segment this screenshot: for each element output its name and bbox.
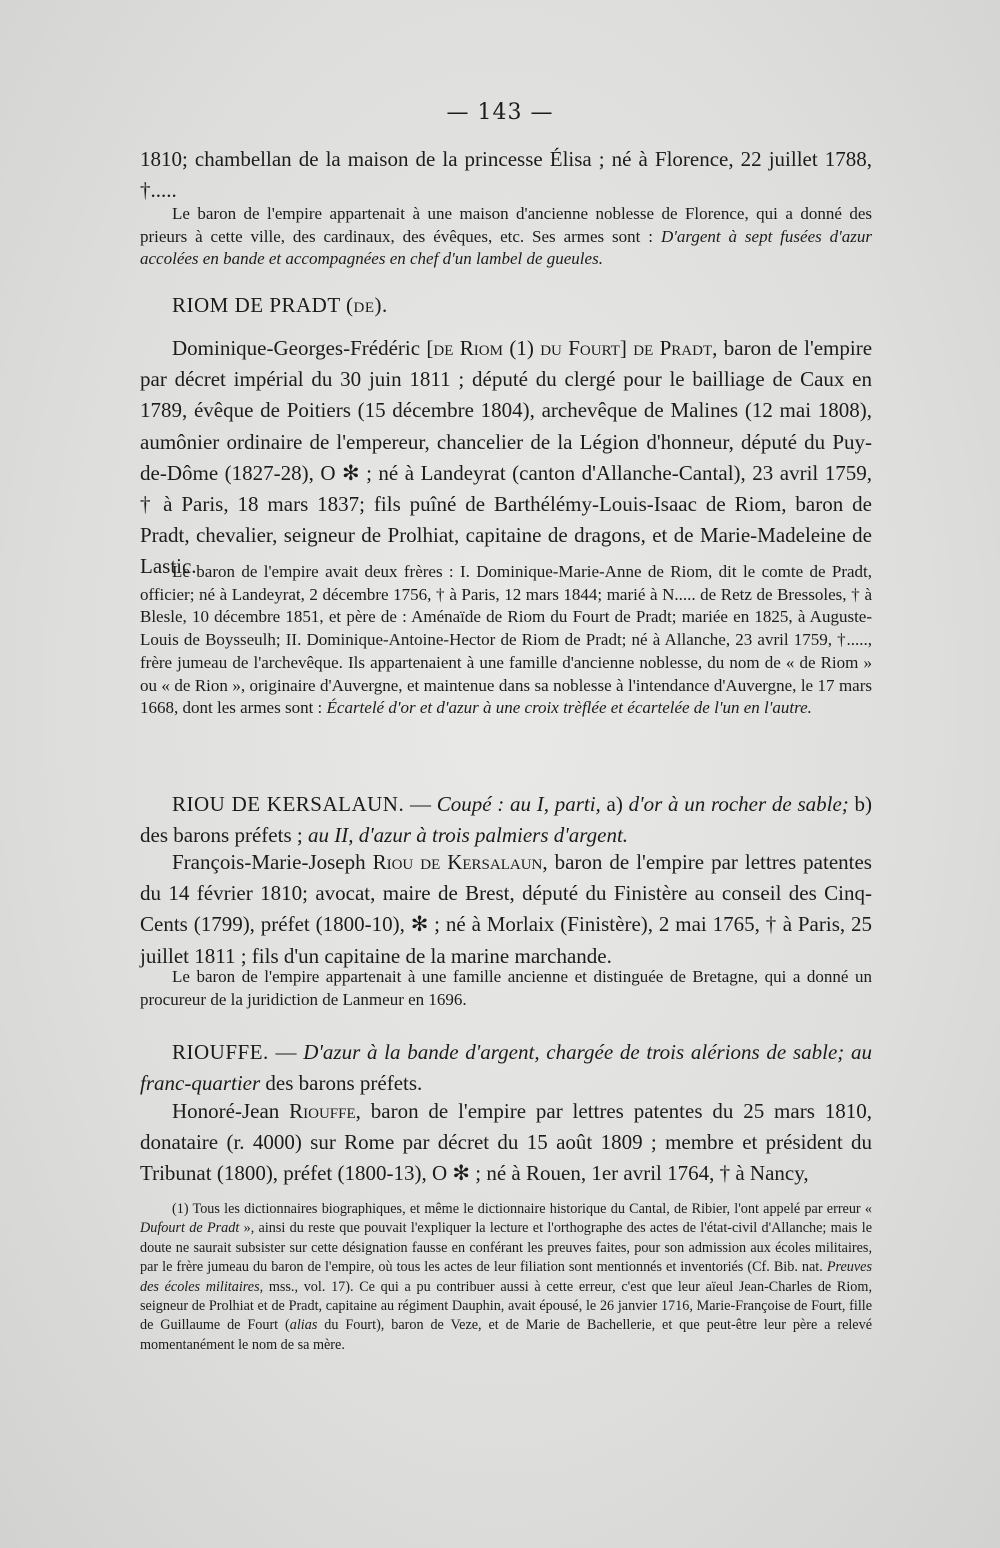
footnote-italic: Preuves des écoles militaires xyxy=(140,1259,872,1295)
name-start: Dominique-Georges-Frédéric [ xyxy=(172,336,434,360)
name-start: Honoré-Jean xyxy=(172,1099,290,1123)
arms-blazon: D'argent à sept fusées d'azur accolées en bande et accompagnées en chef d'un lambel de gueules. xyxy=(140,226,872,269)
entry-note-riom xyxy=(140,561,872,720)
entry-heading-riom: RIOM DE PRADT (de). xyxy=(172,293,388,317)
body-text: , baron de l'empire par décret impérial du 30 juin 1811 ; député du clergé pour le bailliage de Caux en 1789, évêque de Poitiers (15 décembre 1804), archevêque de Malines (12 mai 1808), aumônier ordinaire de l'empereur, chancelier de la Légion d'honneur, député du Puy-de-Dôme (1827-28), O ✻ ; né à Landeyrat (canton d'Allanche-Cantal), 23 avril 1759, † à Paris, 18 mars 1837; fils puîné de Barthélémy-Louis-Isaac de Riom, baron de Pradt, chevalier, seigneur de Prolhiat, capitaine de dragons, et de Marie-Madeleine de Lastic. xyxy=(140,336,873,579)
heading-particle: de xyxy=(353,293,375,317)
entry-body-riouffe xyxy=(140,1096,872,1190)
footnote-italic: alias xyxy=(289,1317,318,1334)
entry-body-riou xyxy=(140,847,872,972)
footnote-ref: (1) xyxy=(509,336,534,360)
name-part: du Fourt xyxy=(540,336,620,360)
note-text: Le baron de l'empire avait deux frères : I. Dominique-Marie-Anne de Riom, dit le comte de Pradt, officier; né à Landeyrat, 2 décembre 1756, † à Paris, 12 mars 1844; marié à N..... de Retz de Bressoles, † à Blesle, 10 décembre 1851, et père de : Aménaïde de Riom du Fourt de Pradt; mariée en 1825, à Auguste-Louis de Boysseulh; II. Dominique-Antoine-Hector de Riom de Pradt; né à Allanche, 23 avril 1759, †....., frère jumeau de l'archevêque. Ils appartenaient à une famille d'ancienne noblesse, du nom de « de Riom » ou « de Rion », originaire d'Auvergne, et maintenue dans sa noblesse à l'intendance d'Auvergne, le 17 mars 1668, dont les armes sont : xyxy=(140,562,872,718)
name-part: de Pradt xyxy=(633,336,713,360)
name-part: Riouffe xyxy=(289,1099,356,1123)
arms-tag: a) xyxy=(606,792,623,816)
heading-title: RIOM DE PRADT xyxy=(172,293,341,317)
footnote-text: », ainsi du reste que pouvait l'expliquer la lecture et l'orthographe des actes de l'état-civil d'Allanche; mais le doute ne saurait subsister sur cette désignation fausse en conférant les preuves faites, pour son admission aux écoles militaires, par le frère jumeau du baron de l'empire, où tous les actes de leur filiation sont mentionnés et inventoriés (Cf. Bib. nat. xyxy=(140,1220,873,1276)
entry-note-florence xyxy=(140,203,872,271)
entry-body-riom: Dominique-Georges-Frédéric [de Riom (1) du Fourt] de Pradt, baron de l'empire par décret impérial du 30 juin 1811 ; député du clergé pour le bailliage de Caux en 1789, évêque de Poitiers (15 décembre 1804), archevêque de Malines (12 mai 1808), aumônier ordinaire de l'empereur, chancelier de la Légion d'honneur, député du Puy-de-Dôme (1827-28), O ✻ ; né à Landeyrat (canton d'Allanche-Cantal), 23 avril 1759, † à Paris, 18 mars 1837; fils puîné de Barthélémy-Louis-Isaac de Riom, baron de Pradt, chevalier, seigneur de Prolhiat, capitaine de dragons, et de Marie-Madeleine de Lastic. xyxy=(140,336,873,579)
note-text: Le baron de l'empire appartenait à une maison d'ancienne noblesse de Florence, qui a donné des prieurs à cette ville, des cardinaux, des évêques, etc. Ses armes sont : xyxy=(140,204,872,246)
body-text: , baron de l'empire par lettres patentes du 14 février 1810; avocat, maire de Brest, député du Finistère au conseil des Cinq-Cents (1799), préfet (1800-10), ✻ ; né à Morlaix (Finistère), 2 mai 1765, † à Paris, 25 juillet 1811 ; fils d'un capitaine de la marine marchande. xyxy=(140,850,872,968)
entry-continuation: 1810; chambellan de la maison de la princesse Élisa ; né à Florence, 22 juillet 1788, †..... xyxy=(140,147,872,203)
footnote-text: du Fourt), baron de Veze, et de Marie de Bachellerie, et que peut-être leur père a relevé momentanément le nom de sa mère. xyxy=(140,1317,872,1353)
entry-note-riou: Le baron de l'empire appartenait à une famille ancienne et distinguée de Bretagne, qui a donné un procureur de la juridiction de Lanmeur en 1696. xyxy=(140,967,872,1009)
entry-heading-riouffe: RIOUFFE. — D'azur à la bande d'argent, chargée de trois alérions de sable; au franc-quartier des barons préfets. xyxy=(140,1040,873,1096)
heading-title: RIOUFFE. xyxy=(172,1040,269,1064)
footnote xyxy=(140,1200,872,1355)
footnote-text: , mss., vol. 17). Ce qui a pu contribuer aussi à cette erreur, c'est que leur aïeul Jean-Charles de Riom, seigneur de Prolhiat et de Pradt, capitaine au régiment Dauphin, avait épousé, le 26 janvier 1716, Marie-Françoise de Fourt, fille de Guillaume de Fourt ( xyxy=(140,1278,872,1334)
heading-title: RIOU DE KERSALAUN. xyxy=(172,792,405,816)
arms-blazon: d'or à un rocher de sable; xyxy=(628,792,849,816)
arms-blazon: au II, d'azur à trois palmiers d'argent. xyxy=(307,823,629,848)
arms-text: des barons préfets. xyxy=(260,1071,423,1096)
name-part: de Riom xyxy=(433,336,503,360)
body-text: , baron de l'empire par lettres patentes du 25 mars 1810, donataire (r. 4000) sur Rome par décret du 15 août 1809 ; membre et président du Tribunat (1800), préfet (1800-13), O ✻ ; né à Rouen, 1er avril 1764, † à Nancy, xyxy=(140,1099,872,1186)
entry-heading-riou: RIOU DE KERSALAUN. — Coupé : au I, parti, a) d'or à un rocher de sable; b) des barons préfets ; au II, d'azur à trois palmiers d'argent. xyxy=(140,792,872,848)
footnote-italic: Dufourt de Pradt xyxy=(140,1220,240,1237)
arms-blazon: Écartelé d'or et d'azur à une croix trèflée et écartelée de l'un en l'autre. xyxy=(326,698,812,718)
name-start: François-Marie-Joseph xyxy=(172,850,373,874)
footnote-marker: (1) xyxy=(172,1201,189,1217)
page-number: — 143 — xyxy=(446,100,554,125)
arms-blazon: Coupé : au I, parti, xyxy=(436,792,601,816)
arms-blazon: D'azur à la bande d'argent, chargée de trois alérions de sable; au franc-quartier xyxy=(140,1040,873,1096)
name-part: Riou de Kersalaun xyxy=(372,850,543,874)
arms-text: b) des barons préfets ; xyxy=(140,792,872,848)
footnote-text: Tous les dictionnaires biographiques, et même le dictionnaire historique du Cantal, de Ribier, l'ont appelé par erreur « xyxy=(188,1201,872,1217)
